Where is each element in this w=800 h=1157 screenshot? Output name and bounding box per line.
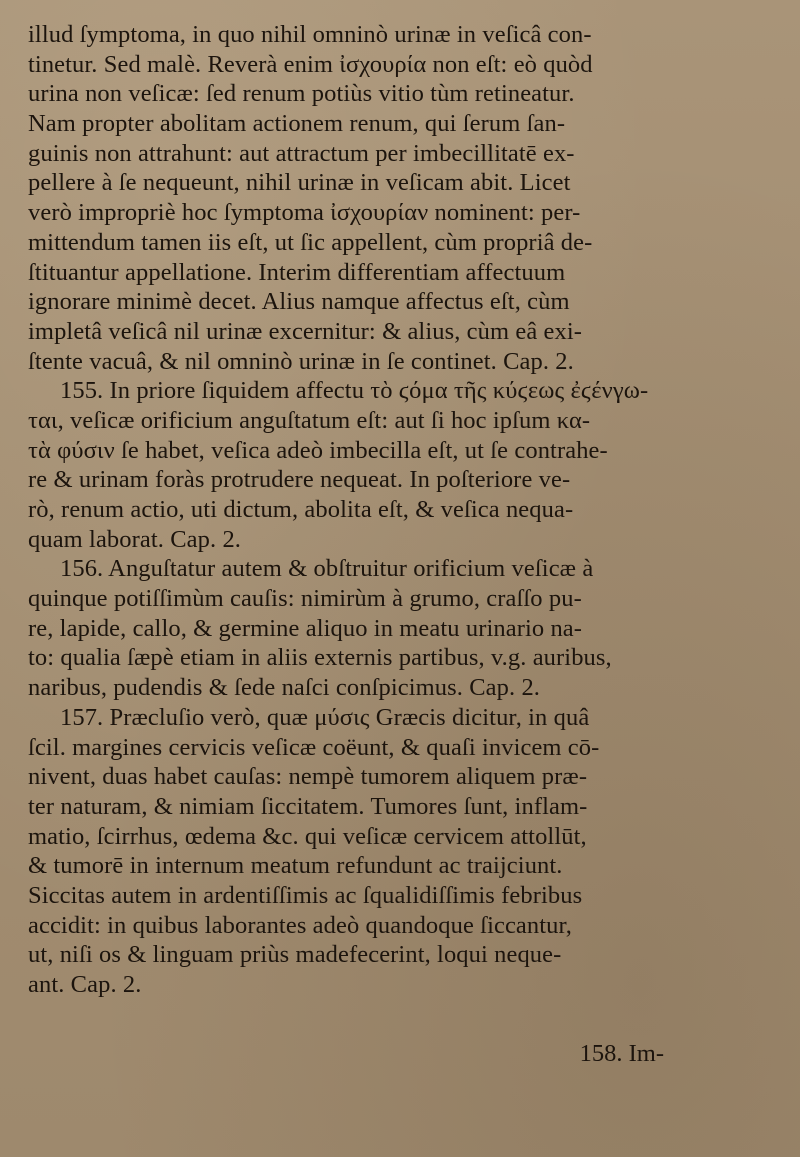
text-line: ignorare minimè decet. Alius namque affectus eſt, cùm [28, 288, 570, 316]
text-line: urina non veſicæ: ſed renum potiùs vitio tùm retineatur. [28, 80, 575, 108]
text-line: pellere à ſe nequeunt, nihil urinæ in veſicam abit. Licet [28, 169, 571, 197]
text-line: quam laborat. Cap. 2. [28, 525, 242, 553]
text-line: ant. Cap. 2. [28, 971, 142, 998]
text-line: Nam propter abolitam actionem renum, qui ſerum ſan- [28, 110, 566, 138]
text-line: & tumorē in internum meatum refundunt ac traijciunt. [28, 852, 563, 880]
text-line: τὰ φύσιν ſe habet, veſica adeò imbecilla eſt, ut ſe contrahe- [28, 436, 608, 464]
text-line: nivent, duas habet cauſas: nempè tumorem aliquem præ- [28, 763, 588, 791]
text-line: verò impropriè hoc ſymptoma ἰσχουρίαν nominent: per- [28, 199, 581, 227]
text-line: matio, ſcirrhus, œdema &c. qui veſicæ cervicem attollūt, [28, 822, 587, 850]
text-line: to: qualia ſæpè etiam in aliis externis partibus, v.g. auribus, [28, 644, 612, 672]
text-block [28, 20, 688, 1000]
text-line: naribus, pudendis & ſede naſci conſpicimus. Cap. 2. [28, 674, 541, 702]
text-line: re & urinam foràs protrudere nequeat. In poſteriore ve- [28, 466, 571, 494]
catchword: 158. Im- [579, 1040, 664, 1067]
paragraph-156-start: 156. Anguſtatur autem & obſtruitur orificium veſicæ à [60, 555, 594, 583]
paragraph-157-start: 157. Præcluſio verò, quæ μύσις Græcis dicitur, in quâ [60, 703, 590, 731]
paragraph-155-start: 155. In priore ſiquidem affectu τὸ ϛόμα τῆς κύϛεως ἐϛένγω- [60, 377, 649, 405]
text-line: accidit: in quibus laborantes adeò quandoque ſiccantur, [28, 911, 573, 939]
text-line: rò, renum actio, uti dictum, abolita eſt, & veſica nequa- [28, 496, 574, 523]
text-line: ut, niſi os & linguam priùs madefecerint, loqui neque- [28, 941, 562, 969]
text-line: impletâ veſicâ nil urinæ excernitur: & alius, cùm eâ exi- [28, 317, 583, 345]
text-line: ſcil. margines cervicis veſicæ coëunt, & quaſi invicem cō- [28, 733, 600, 761]
text-line: ter naturam, & nimiam ſiccitatem. Tumores ſunt, inflam- [28, 792, 588, 820]
text-line: ται, veſicæ orificium anguſtatum eſt: aut ſi hoc ipſum κα- [28, 406, 591, 434]
text-line: ſtente vacuâ, & nil omninò urinæ in ſe continet. Cap. 2. [28, 347, 574, 375]
text-line: ſtituantur appellatione. Interim differentiam affectuum [28, 258, 566, 286]
text-line: quinque potiſſimùm cauſis: nimirùm à grumo, craſſo pu- [28, 585, 582, 613]
text-line: illud ſymptoma, in quo nihil omninò urinæ in veſicâ con- [28, 21, 592, 48]
text-line: re, lapide, callo, & germine aliquo in meatu urinario na- [28, 614, 583, 642]
text-line: Siccitas autem in ardentiſſimis ac ſqualidiſſimis febribus [28, 881, 583, 909]
text-line: mittendum tamen iis eſt, ut ſic appellent, cùm propriâ de- [28, 228, 593, 256]
text-line: tinetur. Sed malè. Reverà enim ἰσχουρία non eſt: eò quòd [28, 50, 593, 78]
text-line: guinis non attrahunt: aut attractum per imbecillitatē ex- [28, 139, 575, 167]
